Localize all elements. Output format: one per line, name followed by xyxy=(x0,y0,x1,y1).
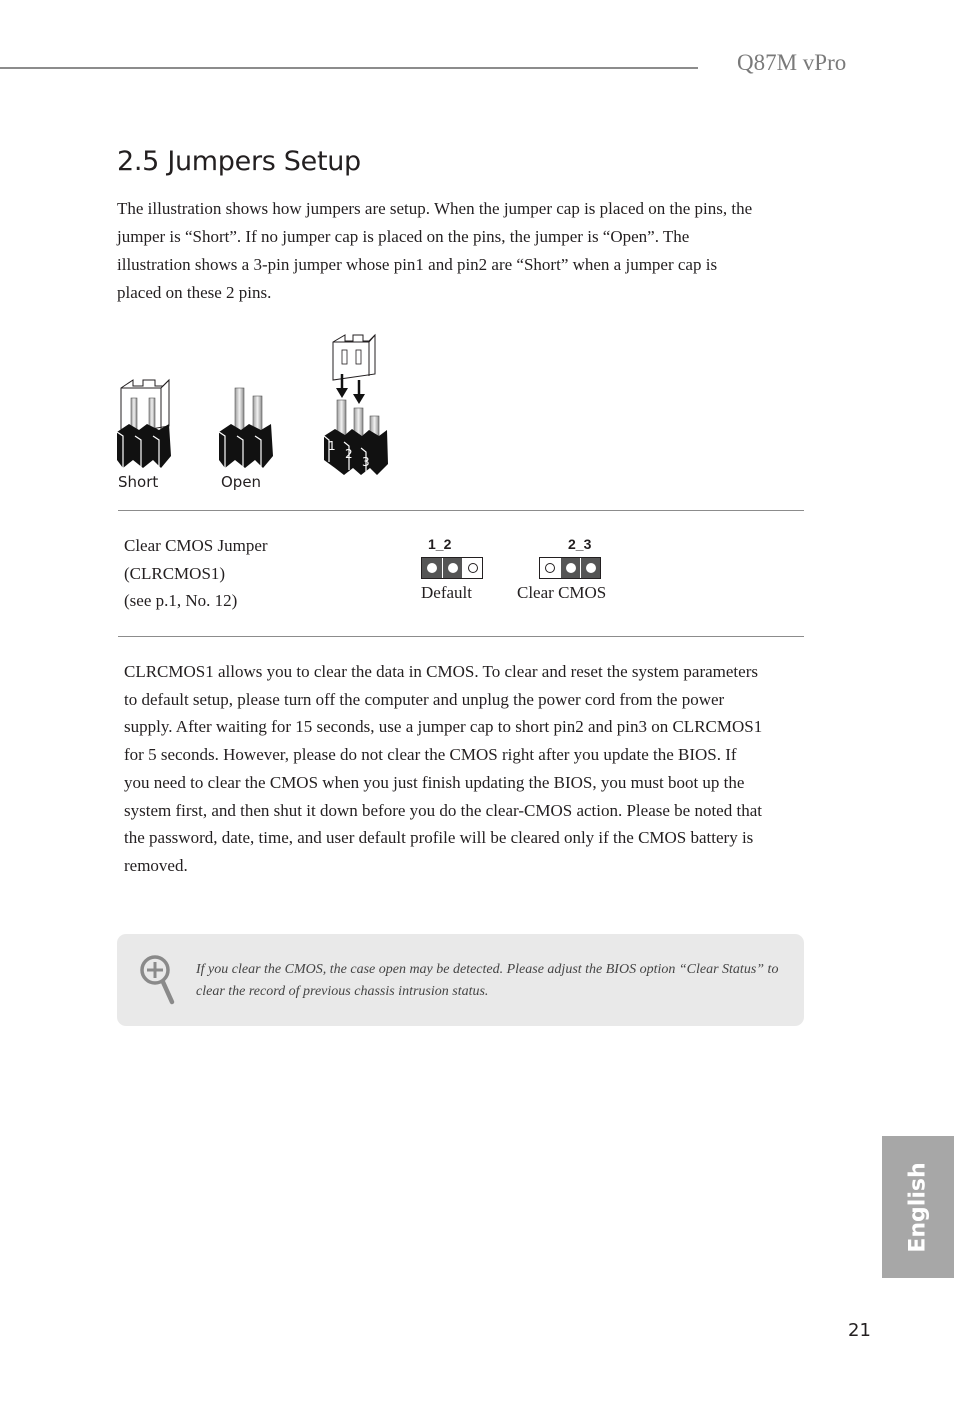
short-jumper-drawing xyxy=(117,380,171,468)
jumper-name-line: (see p.1, No. 12) xyxy=(124,591,238,610)
clear-cmos-pins-label: 2_3 xyxy=(568,536,592,552)
description-text xyxy=(124,658,764,880)
intro-text xyxy=(117,195,757,307)
pin-shorted xyxy=(422,558,442,578)
clear-cmos-setting-label: Clear CMOS xyxy=(517,583,607,602)
pin-number-1: 1 xyxy=(328,439,336,453)
section-title: 2.5 Jumpers Setup xyxy=(117,146,361,177)
open-jumper-drawing xyxy=(219,388,273,468)
jumper-name-line: (CLRCMOS1) xyxy=(124,563,226,583)
open-label: Open xyxy=(221,473,262,491)
default-setting-label: Default xyxy=(421,583,472,602)
pin-shorted xyxy=(580,558,600,578)
table-bottom-rule xyxy=(118,636,804,637)
pin-number-3: 3 xyxy=(362,455,370,469)
product-model: Q87M vPro xyxy=(737,50,847,75)
clear-cmos-jumper-diagram xyxy=(539,557,601,579)
jumper-name xyxy=(124,532,268,615)
jumper-illustration xyxy=(113,330,403,495)
short-label: Short xyxy=(118,473,159,491)
header-rule xyxy=(0,67,698,69)
language-tab-label: English xyxy=(905,1161,931,1253)
table-top-rule xyxy=(118,510,804,511)
intro-paragraph: The illustration shows how jumpers are setup. When the jumper cap is placed on the pins, the jumper is “Short”. If no jumper cap is placed on the pins, the jumper is “Open”. The illustration shows a 3-pin jumper whose pin1 and pin2 are “Short” when a jumper cap is placed on these 2 pins. xyxy=(117,199,753,302)
default-pins-label: 1_2 xyxy=(428,536,452,552)
note-box xyxy=(117,934,804,1026)
pin-open xyxy=(540,558,560,578)
jumper-name-line: Clear CMOS Jumper xyxy=(124,536,268,555)
magnifier-plus-icon xyxy=(139,954,179,1006)
default-jumper-diagram xyxy=(421,557,483,579)
language-tab xyxy=(882,1136,954,1278)
pin-shorted xyxy=(560,558,580,578)
three-pin-jumper-drawing xyxy=(324,335,388,475)
pin-shorted xyxy=(442,558,462,578)
description-paragraph: CLRCMOS1 allows you to clear the data in CMOS. To clear and reset the system parameters to default setup, please turn off the computer and unplug the power cord from the power supply. After waiting for 15 seconds, use a jumper cap to short pin2 and pin3 on CLRCMOS1 for 5 seconds. However, please do not clear the CMOS right after you update the BIOS. If you need to clear the CMOS when you just finish updating the BIOS, you must boot up the system first, and then shut it down before you do the clear-CMOS action. Please be noted that the password, date, time, and user default profile will be cleared only if the CMOS battery is removed. xyxy=(124,662,763,875)
pin-open xyxy=(462,558,482,578)
note-text: If you clear the CMOS, the case open may be detected. Please adjust the BIOS option “Clear Status” to clear the record of previous chassis intrusion status. xyxy=(196,962,779,999)
pin-number-2: 2 xyxy=(345,447,353,461)
page-number: 21 xyxy=(848,1320,871,1341)
